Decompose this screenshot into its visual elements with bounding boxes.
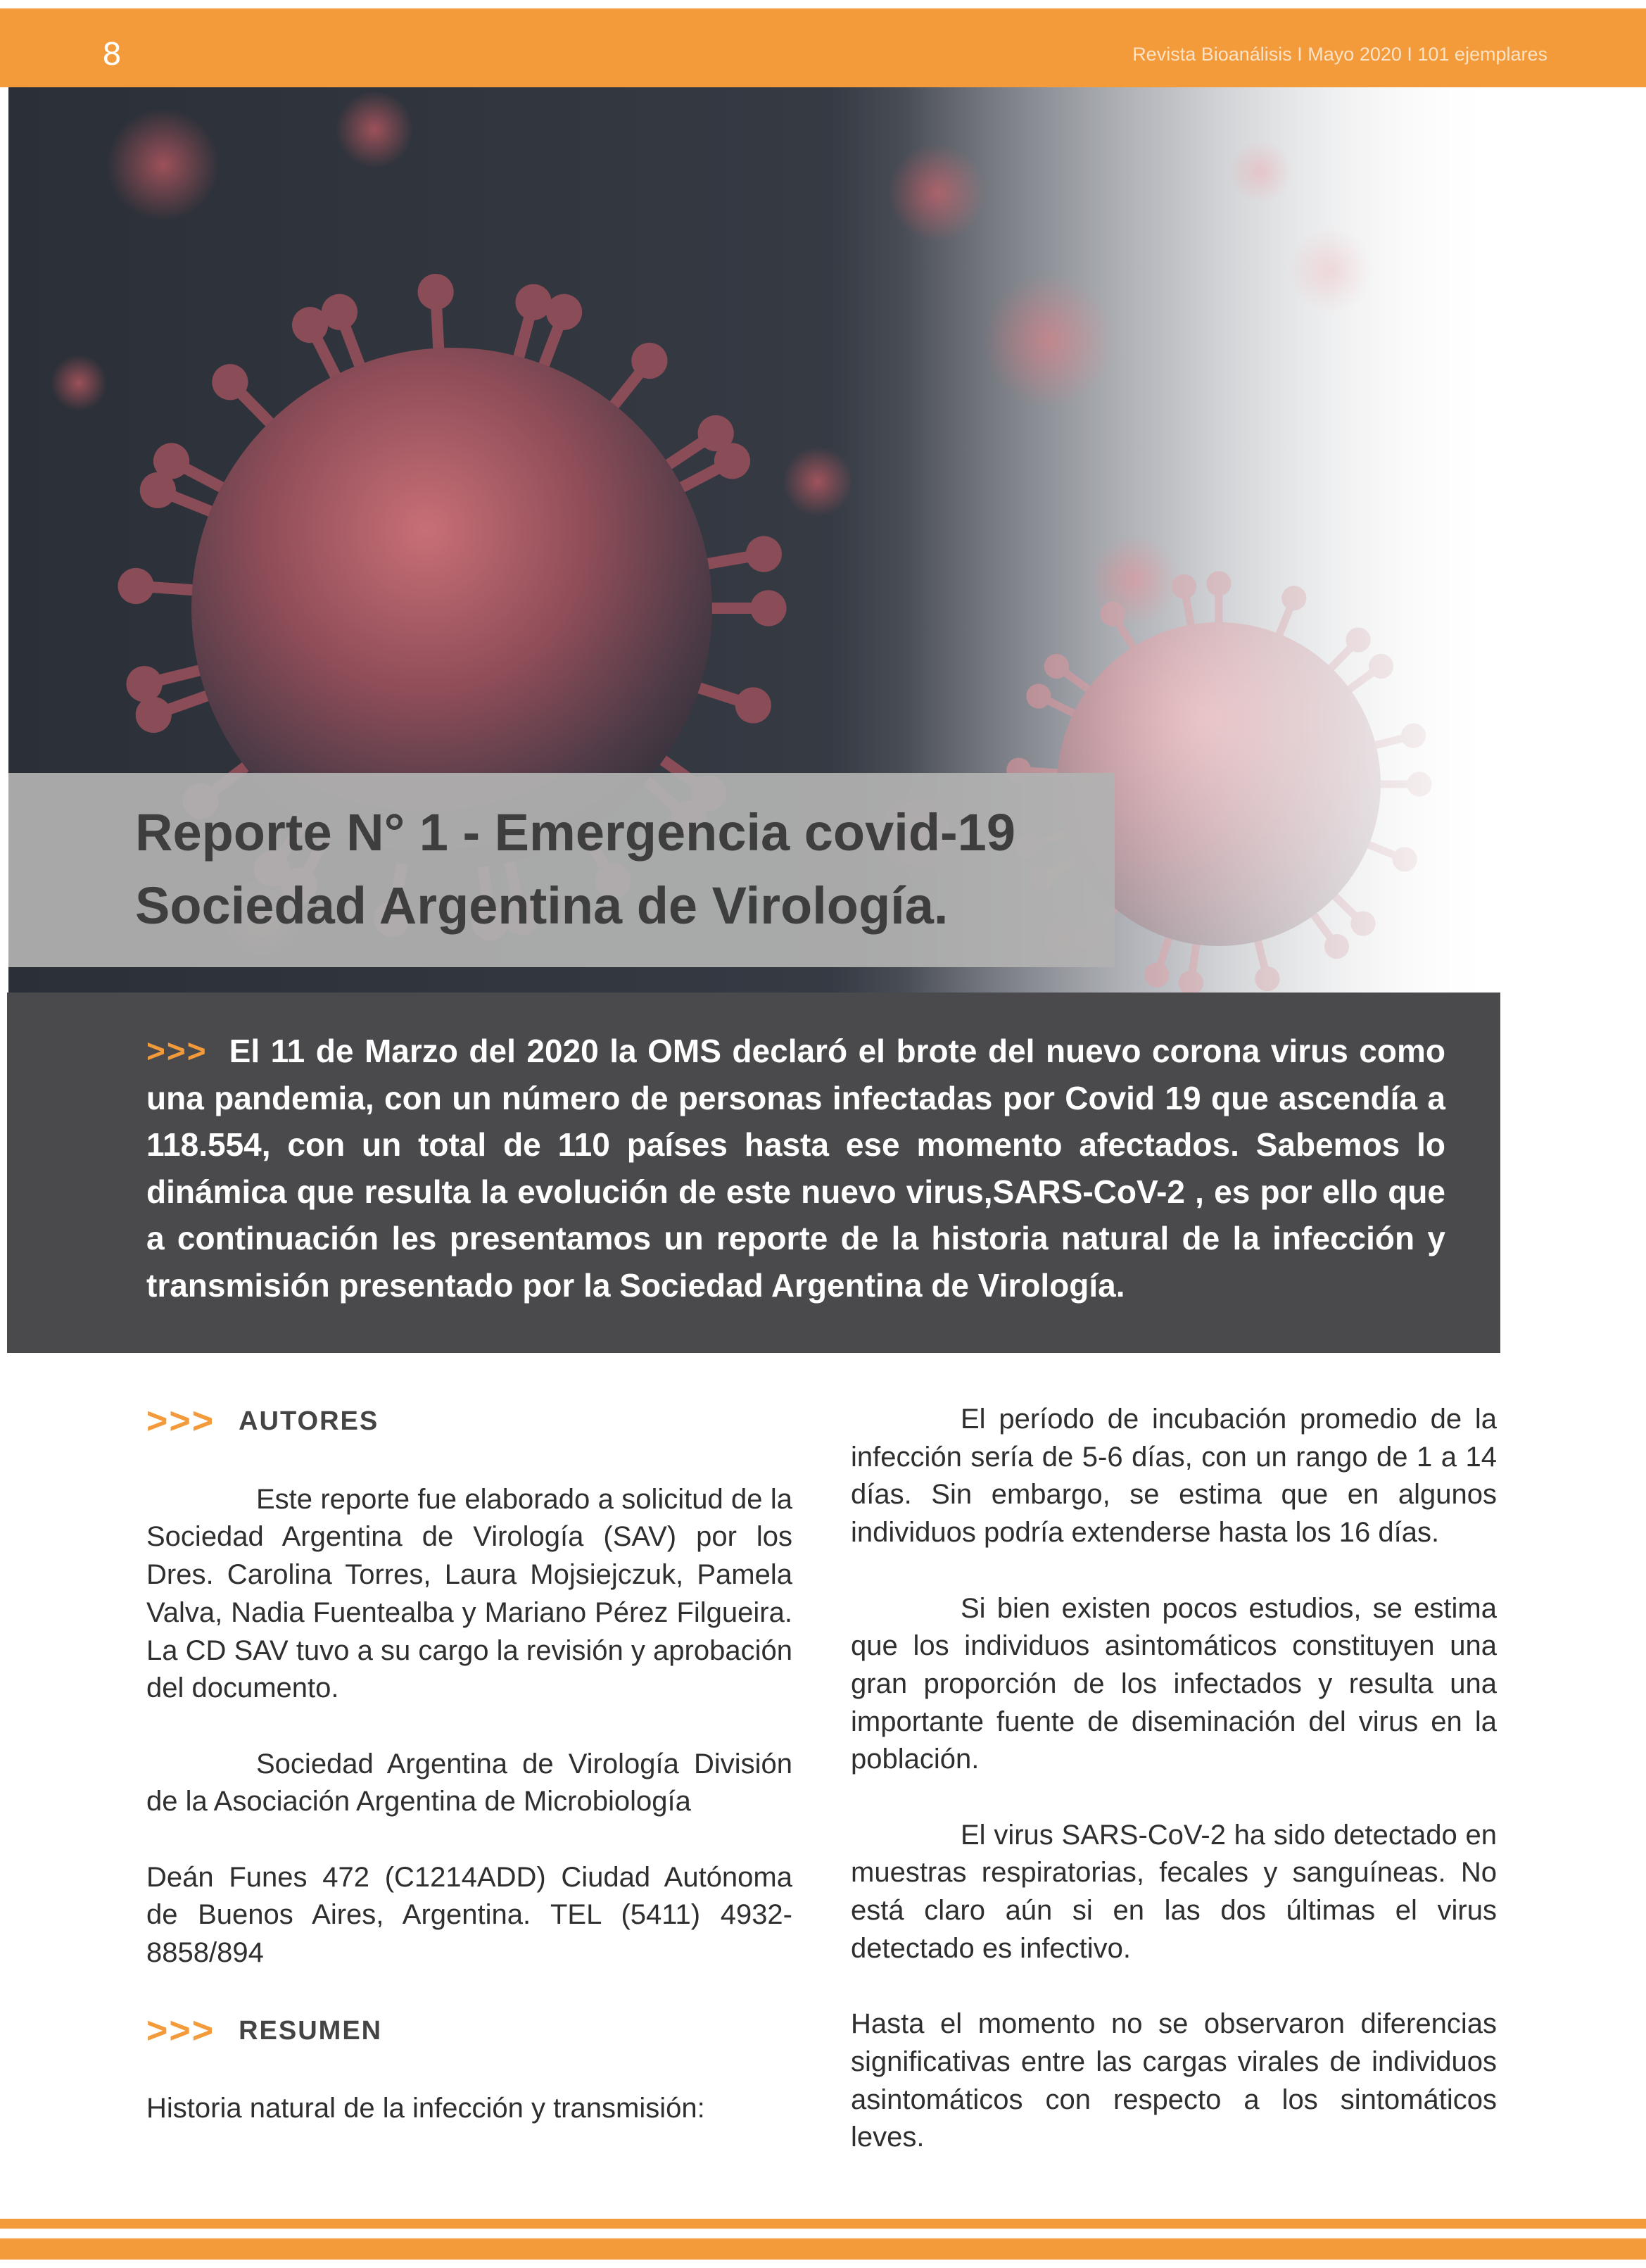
address-paragraph: Deán Funes 472 (C1214ADD) Ciudad Autónoma de Buenos Aires, Argentina. TEL (5411) 4932-8858/894: [146, 1861, 792, 1969]
chevron-marker-icon: >>>: [146, 1401, 215, 1442]
viral-load-paragraph: Hasta el momento no se observaron diferencias significativas entre las cargas virales de individuos asintomáticos con respecto a los sintomáticos leves.: [851, 2008, 1497, 2153]
publication-info: Revista Bioanálisis I Mayo 2020 I 101 ejemplares: [1132, 44, 1547, 65]
section-label: AUTORES: [239, 1406, 379, 1437]
asymptomatic-paragraph: Si bien existen pocos estudios, se estima que los individuos asintomáticos constituyen una gran proporción de los infectados y resulta una importante fuente de diseminación del virus en la población.: [851, 1592, 1497, 1775]
intro-text: El 11 de Marzo del 2020 la OMS declaró el brote del nuevo corona virus como una pandemia, con un número de personas infectadas por Covid 19 que ascendía a 118.554, con un total de 110 países hasta ese momento afectados. Sabemos lo dinámica que resulta la evolución de este nuevo virus,SARS-CoV-2 , es por ello que a continuación les presentamos un reporte de la historia natural de la infección y transmisión presentado por la Sociedad Argentina de Virología.: [146, 1033, 1445, 1304]
page-number: 8: [102, 37, 122, 73]
section-label: RESUMEN: [239, 2015, 383, 2046]
section-heading-autores: [146, 1401, 792, 1443]
right-column: [851, 1401, 1497, 2157]
incubation-paragraph: El período de incubación promedio de la infección sería de 5-6 días, con un rango de 1 a 14 días. Sin embargo, se estima que en algunos individuos podría extenderse hasta los 16 días.: [851, 1404, 1497, 1549]
chevron-marker-icon: >>>: [146, 1033, 208, 1069]
page-title: Reporte N° 1 - Emergencia covid-19: [135, 803, 1015, 862]
footer-stripe: [0, 2238, 1646, 2260]
chevron-marker-icon: >>>: [146, 2010, 215, 2051]
samples-paragraph: El virus SARS-CoV-2 ha sido detectado en muestras respiratorias, fecales y sanguíneas. No está claro aún si en las dos últimas el virus detectado es infectivo.: [851, 1819, 1497, 1964]
left-column: [146, 1401, 792, 2128]
summary-paragraph: Historia natural de la infección y transmisión:: [146, 2093, 705, 2124]
authors-paragraph: Este reporte fue elaborado a solicitud de la Sociedad Argentina de Virología (SAV) por los Dres. Carolina Torres, Laura Mojsiejczuk, Pamela Valva, Nadia Fuentealba y Mariano Pérez Filgueira. La CD SAV tuvo a su cargo la revisión y aprobación del documento.: [146, 1483, 792, 1704]
society-paragraph: Sociedad Argentina de Virología División de la Asociación Argentina de Microbiología: [146, 1748, 792, 1817]
header-bar: [0, 8, 1646, 87]
intro-paragraph: [146, 1028, 1445, 1309]
page-subtitle: Sociedad Argentina de Virología.: [135, 876, 949, 935]
section-heading-resumen: [146, 2010, 792, 2052]
footer-stripe: [0, 2219, 1646, 2229]
